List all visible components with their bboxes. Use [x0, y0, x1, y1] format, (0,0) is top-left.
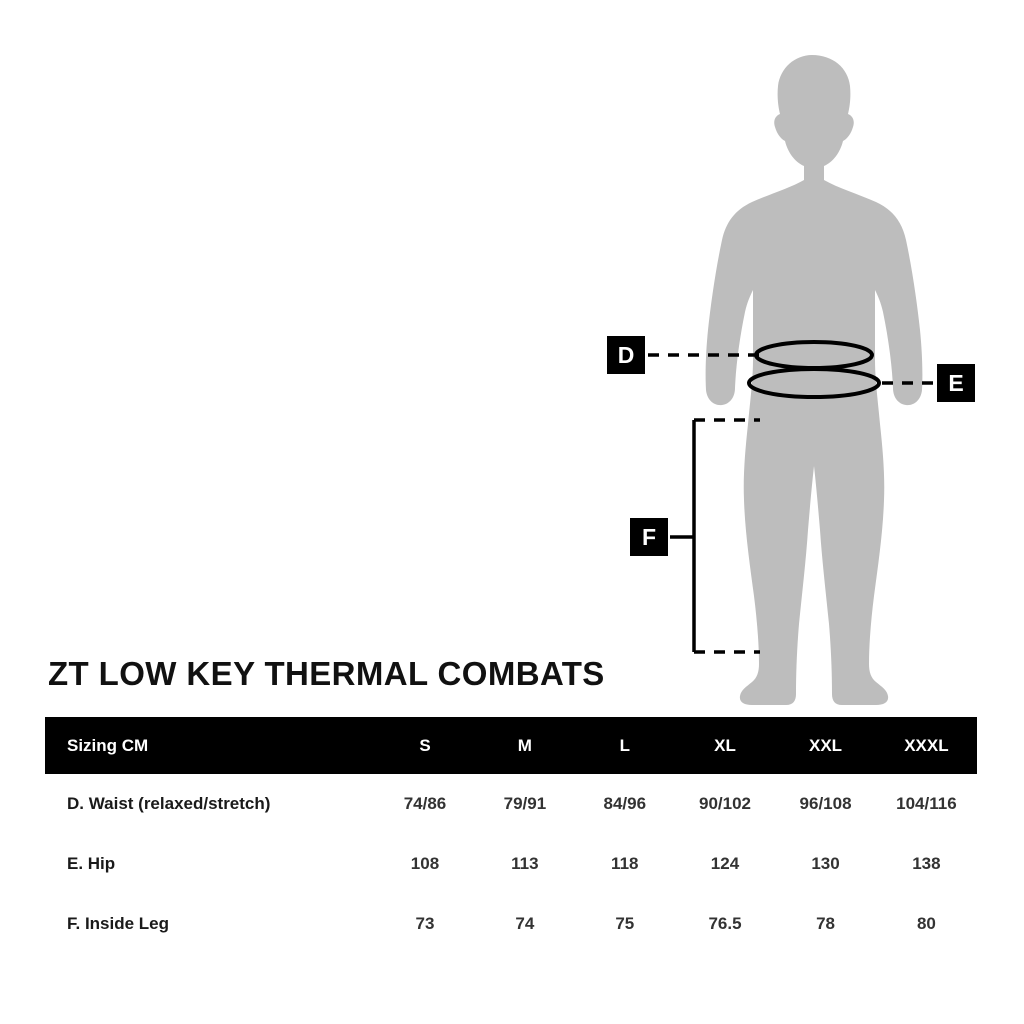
- hip-callout-label: E: [937, 364, 975, 402]
- row-label-hip: E. Hip: [67, 854, 116, 873]
- cell-hip-xxl: 130: [811, 854, 840, 873]
- cell-hip-l: 118: [611, 854, 639, 873]
- male-body-silhouette: [706, 55, 923, 705]
- waist-callout-label: D: [607, 336, 645, 374]
- table-body: [45, 774, 977, 954]
- table-row: [45, 894, 977, 954]
- column-header-xxxl: XXXL: [876, 717, 977, 774]
- cell-waist-xxxl: 104/116: [896, 794, 957, 813]
- column-header-s: S: [375, 717, 475, 774]
- cell-inside-leg-l: 75: [615, 914, 635, 933]
- column-header-m: M: [475, 717, 575, 774]
- cell-inside-leg-s: 73: [415, 914, 435, 933]
- table-header: [45, 717, 977, 774]
- inside-leg-callout-label: F: [630, 518, 668, 556]
- cell-waist-l: 84/96: [603, 794, 647, 813]
- row-label-inside-leg: F. Inside Leg: [67, 914, 170, 933]
- cell-inside-leg-m: 74: [515, 914, 535, 933]
- cell-waist-xl: 90/102: [698, 794, 751, 813]
- cell-waist-xxl: 96/108: [799, 794, 852, 813]
- cell-hip-xl: 124: [710, 854, 740, 873]
- cell-inside-leg-xxxl: 80: [916, 914, 936, 933]
- column-header-xxl: XXL: [775, 717, 876, 774]
- table-row: [45, 834, 977, 894]
- page-title: ZT LOW KEY THERMAL COMBATS: [48, 655, 605, 692]
- table-header-row: [45, 717, 977, 774]
- row-label-waist: D. Waist (relaxed/stretch): [67, 794, 271, 813]
- size-chart-table: [45, 717, 977, 954]
- cell-inside-leg-xl: 76.5: [708, 914, 742, 933]
- column-header-xl: XL: [675, 717, 776, 774]
- cell-waist-m: 79/91: [503, 794, 547, 813]
- table-row: [45, 774, 977, 834]
- cell-hip-s: 108: [410, 854, 440, 873]
- column-header-sizing: Sizing CM: [45, 717, 375, 774]
- cell-waist-s: 74/86: [403, 794, 447, 813]
- cell-hip-m: 113: [511, 854, 539, 873]
- cell-hip-xxxl: 138: [912, 854, 941, 873]
- column-header-l: L: [575, 717, 675, 774]
- cell-inside-leg-xxl: 78: [816, 914, 835, 933]
